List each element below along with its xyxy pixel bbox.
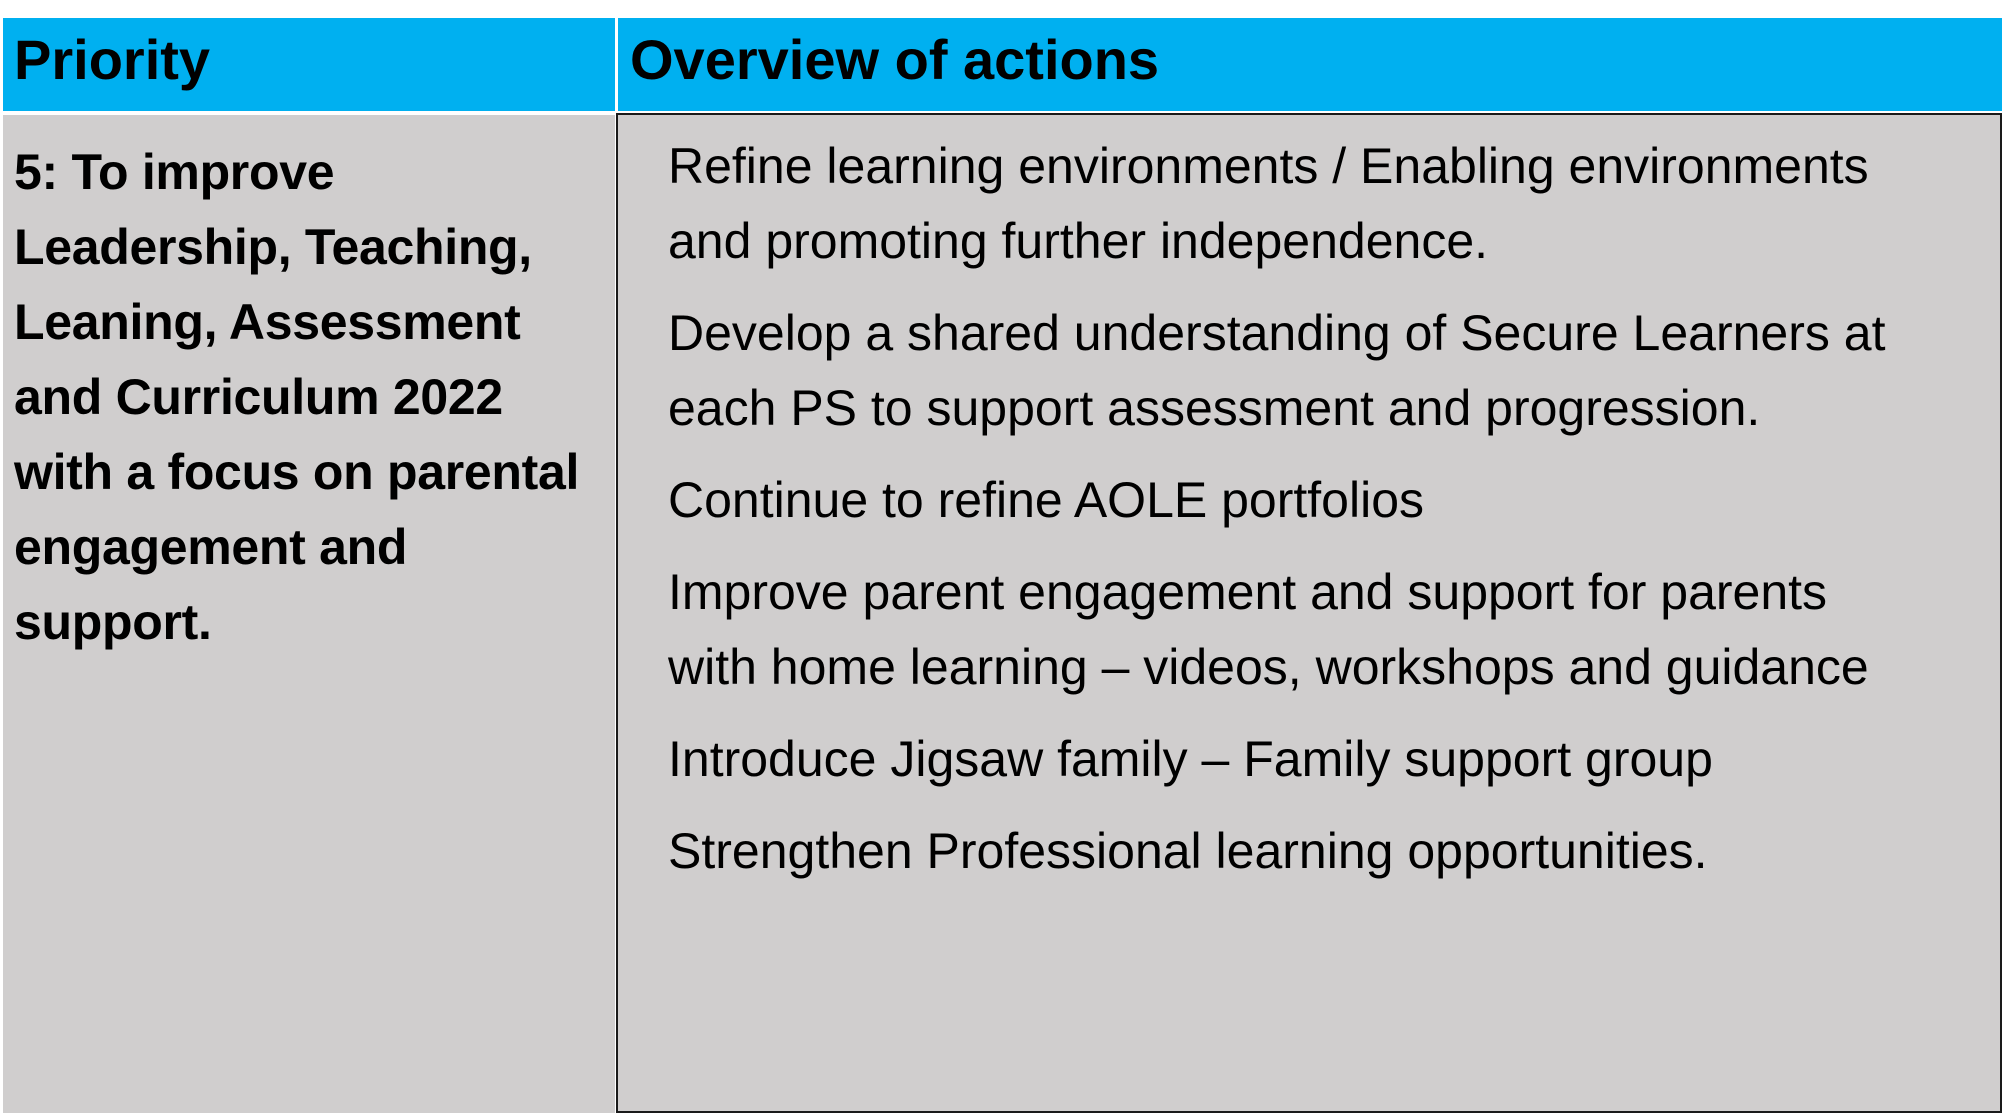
header-priority-label: Priority — [14, 28, 211, 91]
action-item: Strengthen Professional learning opportunities. — [668, 823, 1708, 879]
header-cell-actions — [618, 18, 2002, 111]
header-cell-priority — [3, 18, 615, 111]
header-actions-label: Overview of actions — [630, 28, 1160, 91]
action-item: Refine learning environments / Enabling environments and promoting further independence. — [668, 138, 1869, 269]
actions-list — [668, 129, 1980, 889]
action-item: Continue to refine AOLE portfolios — [668, 472, 1425, 528]
actions-cell — [616, 113, 2002, 1113]
action-item: Develop a shared understanding of Secure Learners at each PS to support assessment and progression. — [668, 305, 1886, 436]
priority-table — [3, 18, 2002, 1113]
action-item: Improve parent engagement and support for parents with home learning – videos, workshops and guidance — [668, 564, 1869, 695]
priority-cell — [3, 115, 615, 1113]
priority-text: 5: To improve Leadership, Teaching, Leaning, Assessment and Curriculum 2022 with a focus on parental engagement and support. — [14, 144, 580, 650]
action-item: Introduce Jigsaw family – Family support group — [668, 731, 1713, 787]
